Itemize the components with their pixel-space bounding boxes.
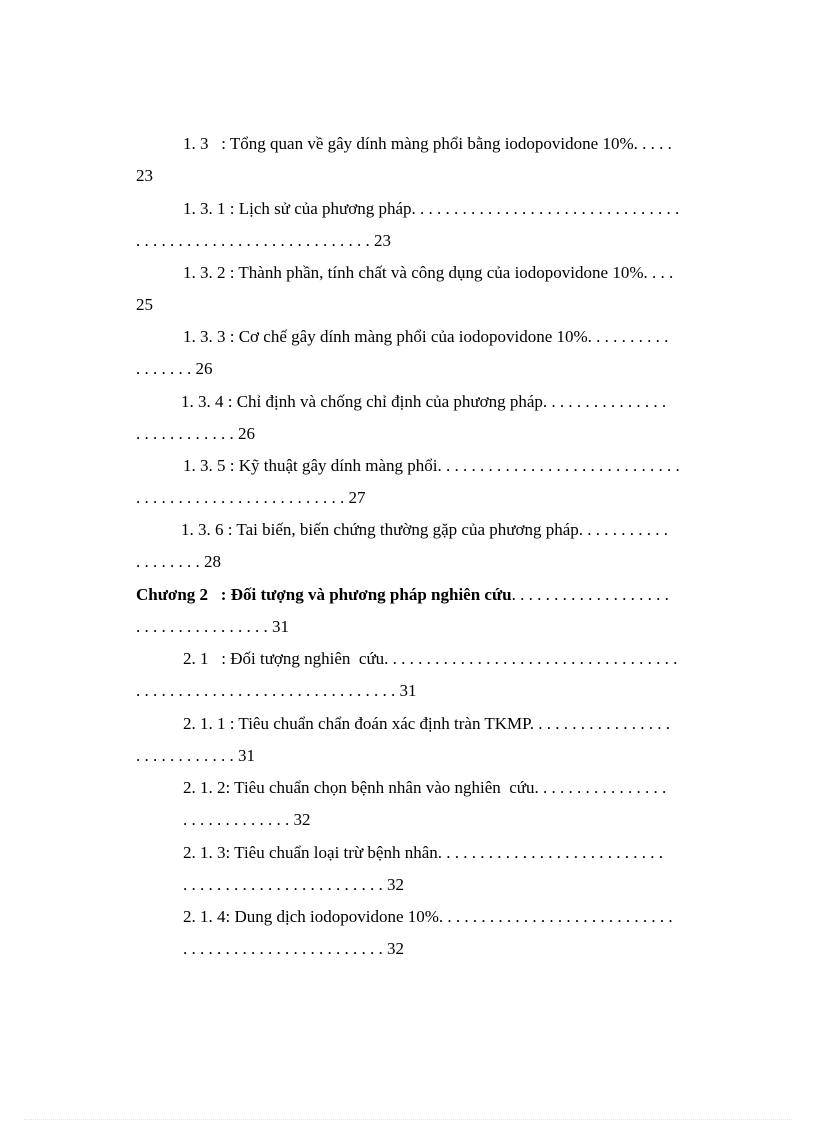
toc-entry-1-3-6-page[interactable]: . . . . . . . . 28: [136, 552, 221, 571]
toc-entry-1-3-2-page[interactable]: 25: [136, 295, 153, 314]
toc-entry-2-1-page[interactable]: . . . . . . . . . . . . . . . . . . . . . . . . . . . . . . . 31: [136, 681, 417, 700]
toc-entry-2-1-2-title[interactable]: 2. 1. 2: Tiêu chuẩn chọn bệnh nhân vào nghiên cứu. . . . . . . . . . . . . . . .: [183, 778, 667, 797]
toc-chapter-2-leader: . . . . . . . . . . . . . . . . . . .: [511, 585, 669, 604]
toc-entry-1-3-4-page[interactable]: . . . . . . . . . . . . 26: [136, 424, 255, 443]
toc-chapter-2-page[interactable]: . . . . . . . . . . . . . . . . 31: [136, 617, 289, 636]
toc-entry-2-1-4-page[interactable]: . . . . . . . . . . . . . . . . . . . . . . . . 32: [183, 939, 404, 958]
toc-entry-2-1-3-page[interactable]: . . . . . . . . . . . . . . . . . . . . . . . . 32: [183, 875, 404, 894]
toc-entry-1-3-1-title[interactable]: 1. 3. 1 : Lịch sử của phương pháp. . . . . . . . . . . . . . . . . . . . . . . . . . . . . . . .: [183, 199, 680, 218]
toc-entry-1-3-5-title[interactable]: 1. 3. 5 : Kỹ thuật gây dính màng phổi. . . . . . . . . . . . . . . . . . . . . . . . . . . . .: [183, 456, 680, 475]
toc-entry-1-3-page[interactable]: 23: [136, 166, 153, 185]
toc-entry-1-3-4-title[interactable]: 1. 3. 4 : Chỉ định và chống chỉ định của phương pháp. . . . . . . . . . . . . . .: [181, 392, 667, 411]
toc-entry-2-1-1-page[interactable]: . . . . . . . . . . . . 31: [136, 746, 255, 765]
page-bottom-divider: [24, 1119, 792, 1120]
toc-entry-1-3-3-title[interactable]: 1. 3. 3 : Cơ chế gây dính màng phổi của iodopovidone 10%. . . . . . . . . .: [183, 327, 669, 346]
toc-chapter-2-title[interactable]: [136, 585, 669, 605]
toc-entry-2-1-1-title[interactable]: 2. 1. 1 : Tiêu chuẩn chẩn đoán xác định tràn TKMP. . . . . . . . . . . . . . . . .: [183, 714, 670, 733]
toc-entry-1-3-2-title[interactable]: 1. 3. 2 : Thành phần, tính chất và công dụng của iodopovidone 10%. . . .: [183, 263, 674, 282]
toc-entry-2-1-2-page[interactable]: . . . . . . . . . . . . . 32: [183, 810, 311, 829]
toc-chapter-2-heading: Chương 2 : Đối tượng và phương pháp nghiên cứu: [136, 585, 512, 604]
toc-entry-1-3-1-page[interactable]: . . . . . . . . . . . . . . . . . . . . . . . . . . . . 23: [136, 231, 391, 250]
toc-entry-1-3-5-page[interactable]: . . . . . . . . . . . . . . . . . . . . . . . . . 27: [136, 488, 366, 507]
toc-entry-1-3-3-page[interactable]: . . . . . . . 26: [136, 359, 213, 378]
toc-entry-1-3-title[interactable]: 1. 3 : Tổng quan về gây dính màng phổi bằng iodopovidone 10%. . . . .: [183, 134, 672, 153]
toc-entry-2-1-title[interactable]: 2. 1 : Đối tượng nghiên cứu. . . . . . . . . . . . . . . . . . . . . . . . . . . . . . . . . . .: [183, 649, 678, 668]
toc-entry-2-1-4-title[interactable]: 2. 1. 4: Dung dịch iodopovidone 10%. . . . . . . . . . . . . . . . . . . . . . . . . . . .: [183, 907, 673, 926]
toc-entry-1-3-6-title[interactable]: 1. 3. 6 : Tai biến, biến chứng thường gặp của phương pháp. . . . . . . . . . .: [181, 520, 668, 539]
toc-entry-2-1-3-title[interactable]: 2. 1. 3: Tiêu chuẩn loại trừ bệnh nhân. . . . . . . . . . . . . . . . . . . . . . . . . . .: [183, 843, 663, 862]
